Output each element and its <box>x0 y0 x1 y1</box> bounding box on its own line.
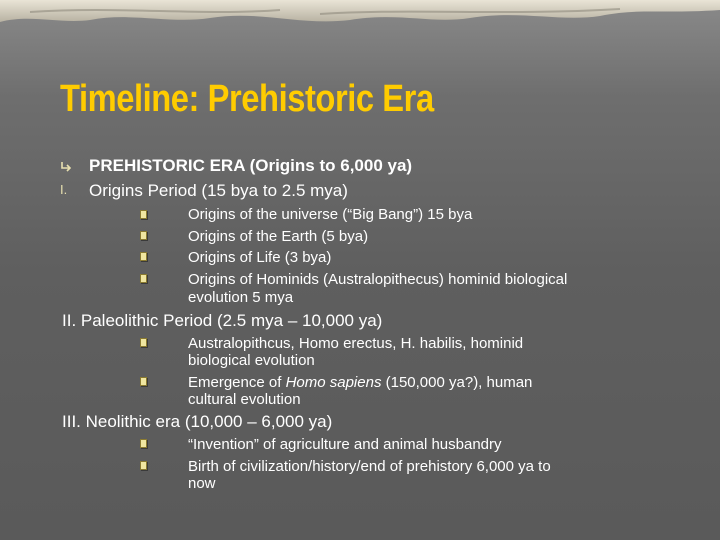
section2-item: Australopithcus, Homo erectus, H. habilis, hominid <box>188 335 524 352</box>
section3-item: “Invention” of agriculture and animal husbandry <box>188 436 502 453</box>
slide-title: Timeline: Prehistoric Era <box>60 78 434 120</box>
square-bullet-icon <box>140 338 147 347</box>
section1-item: Origins of Hominids (Australopithecus) hominid biological <box>188 271 568 288</box>
square-bullet-icon <box>140 439 147 448</box>
brush-stroke-decoration <box>0 0 720 28</box>
section2-item <box>188 374 532 391</box>
section2-item-continuation: biological evolution <box>188 352 315 369</box>
square-bullet-icon <box>140 210 147 219</box>
arrow-bullet-icon <box>60 160 72 174</box>
section1-item: Origins of the universe (“Big Bang”) 15 bya <box>188 206 473 223</box>
section2-item-continuation: cultural evolution <box>188 391 301 408</box>
section2-item-part: (150,000 ya?), human <box>381 374 533 391</box>
section3-item-continuation: now <box>188 475 216 492</box>
section1-item-continuation: evolution 5 mya <box>188 289 294 306</box>
square-bullet-icon <box>140 274 147 283</box>
heading-text: PREHISTORIC ERA (Origins to 6,000 ya) <box>89 156 413 175</box>
square-bullet-icon <box>140 252 147 261</box>
section1-title: Origins Period (15 bya to 2.5 mya) <box>89 181 348 200</box>
section1-item: Origins of the Earth (5 bya) <box>188 228 369 245</box>
section3-item: Birth of civilization/history/end of prehistory 6,000 ya to <box>188 458 551 475</box>
square-bullet-icon <box>140 231 147 240</box>
section2-item-part: Emergence of <box>188 374 286 391</box>
section3-title: III. Neolithic era (10,000 – 6,000 ya) <box>62 412 333 431</box>
section2-title: II. Paleolithic Period (2.5 mya – 10,000 ya) <box>62 311 383 330</box>
square-bullet-icon <box>140 461 147 470</box>
section1-item: Origins of Life (3 bya) <box>188 249 332 266</box>
square-bullet-icon <box>140 377 147 386</box>
section2-item-emphasis: Homo sapiens <box>285 374 382 391</box>
section1-marker: I. <box>60 182 68 197</box>
